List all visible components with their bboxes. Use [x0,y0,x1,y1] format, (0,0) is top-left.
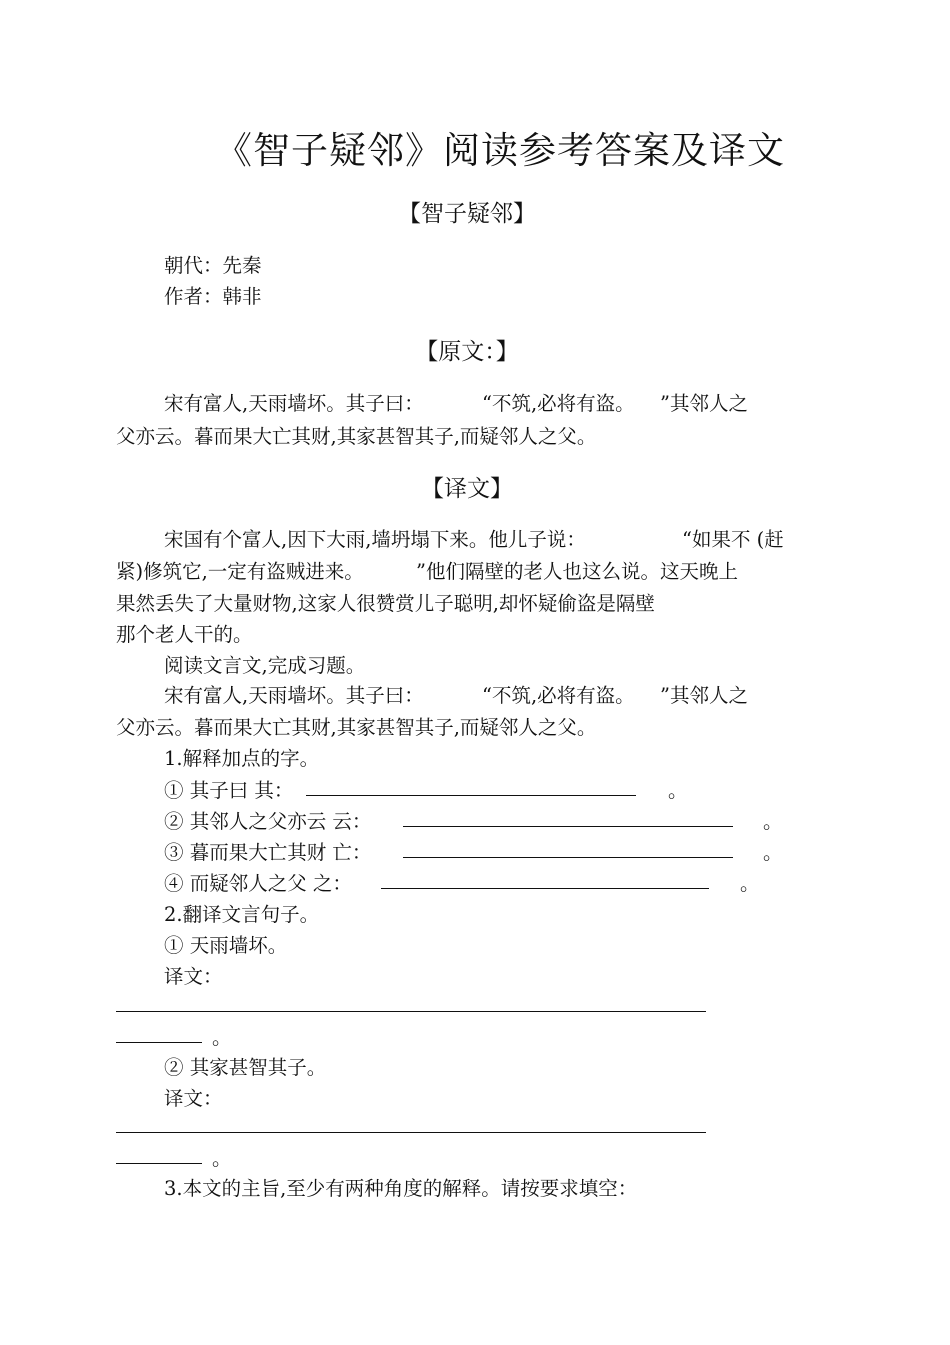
q1-item-2-end: 。 [763,810,783,833]
exercise-repeat-line-1-part-a: 宋有富人,天雨墙坏。其子曰： [164,684,424,707]
original-line-1-part-b: “不筑,必将有盗。 [482,392,635,415]
q2-item-2-answer-blank-line-2[interactable] [116,1163,202,1164]
q1-item-3-end: 。 [763,841,783,864]
q2-item-1-sentence: ① 天雨墙坏。 [164,934,288,957]
q1-item-1-label: ① 其子曰 其： [164,779,294,802]
translation-line-2-part-b: ”他们隔壁的老人也这么说。这天晚上 [416,560,738,583]
translation-line-4: 那个老人干的。 [116,623,253,646]
q2-item-2-sentence: ② 其家甚智其子。 [164,1056,327,1079]
exercise-repeat-line-1-part-c: ”其邻人之 [660,684,748,707]
q2-item-1-answer-blank-line-1[interactable] [116,1011,706,1012]
section-heading-main: 【智子疑邻】 [398,201,536,227]
original-line-1-part-a: 宋有富人,天雨墙坏。其子曰： [164,392,424,415]
original-line-1-part-c: ”其邻人之 [660,392,748,415]
q1-item-3-answer-blank[interactable] [403,857,733,858]
exercise-intro: 阅读文言文,完成习题。 [164,654,366,677]
exercise-repeat-line-1-part-b: “不筑,必将有盗。 [482,684,635,707]
meta-author: 作者：韩非 [164,285,262,308]
translation-line-1-part-b: “如果不 (赶 [682,528,784,551]
q2-item-2-end: 。 [212,1147,232,1170]
exercise-repeat-line-2: 父亦云。暮而果大亡其财,其家甚智其子,而疑邻人之父。 [116,716,597,739]
q1-item-1-answer-blank[interactable] [306,795,636,796]
translation-line-2-part-a: 紧)修筑它,一定有盗贼进来。 [116,560,364,583]
q2-item-2-answer-blank-line-1[interactable] [116,1132,706,1133]
question-3-title: 3.本文的主旨,至少有两种角度的解释。请按要求填空： [164,1177,638,1200]
question-2-title: 2.翻译文言句子。 [164,903,320,926]
meta-dynasty: 朝代：先秦 [164,254,262,277]
section-heading-translation: 【译文】 [421,476,513,502]
q1-item-3-label: ③ 暮而果大亡其财 亡： [164,841,372,864]
q1-item-1-end: 。 [668,779,688,802]
q2-item-2-label: 译文： [164,1087,223,1110]
q2-item-1-answer-blank-line-2[interactable] [116,1042,202,1043]
translation-line-3: 果然丢失了大量财物,这家人很赞赏儿子聪明,却怀疑偷盗是隔壁 [116,592,655,615]
document-title: 《智子疑邻》阅读参考答案及译文 [215,129,785,172]
q2-item-1-label: 译文： [164,965,223,988]
translation-line-1-part-a: 宋国有个富人,因下大雨,墙坍塌下来。他儿子说： [164,528,586,551]
q2-item-1-end: 。 [212,1026,232,1049]
q1-item-4-label: ④ 而疑邻人之父 之： [164,872,352,895]
original-line-2: 父亦云。暮而果大亡其财,其家甚智其子,而疑邻人之父。 [116,425,597,448]
question-1-title: 1.解释加点的字。 [164,747,320,770]
q1-item-4-answer-blank[interactable] [381,888,709,889]
q1-item-4-end: 。 [740,872,760,895]
section-heading-original: 【原文：】 [415,339,519,365]
q1-item-2-answer-blank[interactable] [403,826,733,827]
q1-item-2-label: ② 其邻人之父亦云 云： [164,810,372,833]
